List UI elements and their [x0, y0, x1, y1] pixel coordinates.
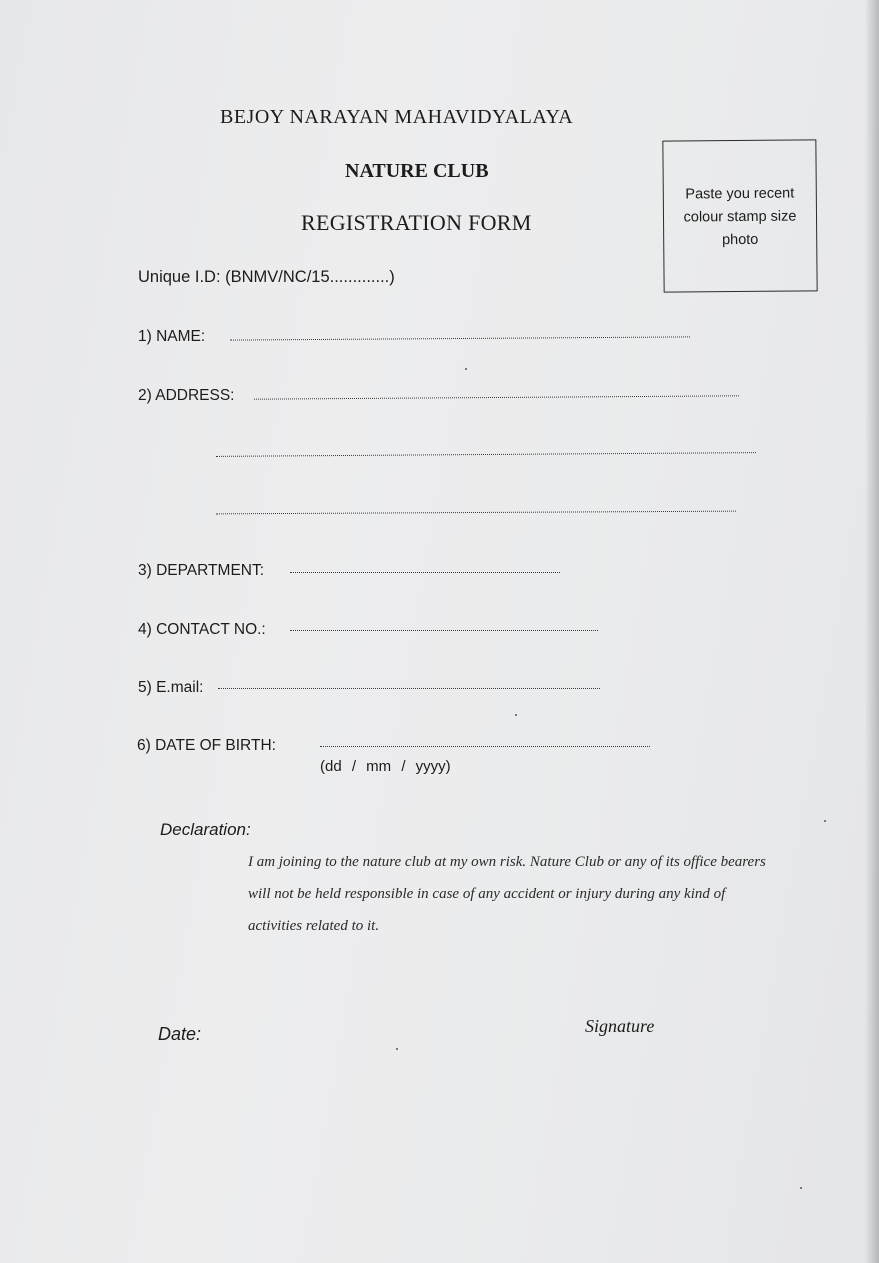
name-field[interactable]: [230, 336, 690, 340]
address-field-line-1[interactable]: [254, 395, 739, 399]
dob-label: 6) DATE OF BIRTH:: [137, 737, 276, 754]
dob-field[interactable]: [320, 746, 650, 747]
department-field[interactable]: [290, 572, 560, 573]
department-label: 3) DEPARTMENT:: [138, 562, 265, 579]
paper-speck: [396, 1048, 398, 1050]
photo-box: [662, 139, 817, 292]
contact-label: 4) CONTACT NO.:: [138, 621, 266, 638]
address-field-line-2[interactable]: [216, 452, 756, 457]
photo-instruction: Paste you recent colour stamp size photo: [683, 185, 797, 249]
paper-speck: [515, 714, 517, 716]
date-label: Date:: [158, 1024, 202, 1044]
contact-field[interactable]: [290, 630, 598, 631]
declaration-heading: Declaration:: [160, 820, 251, 839]
signature-label: Signature: [585, 1016, 655, 1036]
address-label: 2) ADDRESS:: [138, 387, 235, 404]
paper-speck: [824, 820, 826, 822]
name-label: 1) NAME:: [138, 328, 206, 345]
college-name: BEJOY NARAYAN MAHAVIDYALAYA: [220, 106, 574, 128]
declaration-text: I am joining to the nature club at my own risk. Nature Club or any of its office bearers will not be held responsible in case of any accident or injury during any kind of activities related to it.: [248, 854, 766, 934]
club-name: NATURE CLUB: [345, 160, 489, 182]
dob-format-hint: (dd / mm / yyyy): [320, 758, 451, 775]
unique-id-label: Unique I.D: (BNMV/NC/15.............): [138, 268, 395, 286]
email-label: 5) E.mail:: [138, 679, 204, 696]
email-field[interactable]: [218, 688, 600, 689]
form-title: REGISTRATION FORM: [301, 210, 532, 235]
address-field-line-3[interactable]: [216, 511, 736, 515]
paper-speck: [465, 368, 467, 370]
paper-speck: [800, 1187, 802, 1189]
